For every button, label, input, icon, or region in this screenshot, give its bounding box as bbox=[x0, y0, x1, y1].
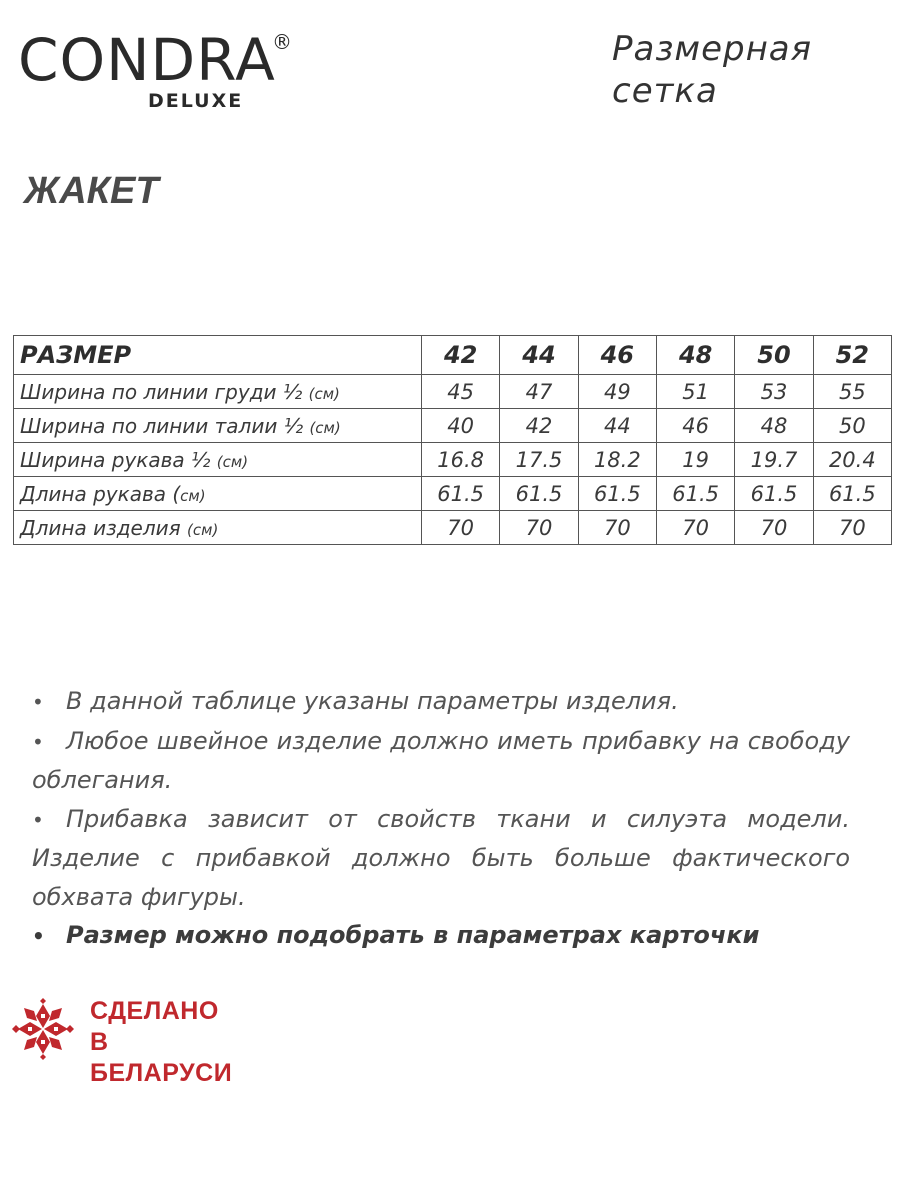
bullet-icon: • bbox=[32, 729, 44, 754]
table-cell: 46 bbox=[656, 409, 734, 443]
table-cell: 61.5 bbox=[656, 477, 734, 511]
table-cell: 55 bbox=[813, 375, 891, 409]
made-in-line2: В БЕЛАРУСИ bbox=[90, 1028, 233, 1087]
bullet-icon: • bbox=[32, 924, 45, 948]
table-cell: 50 bbox=[813, 409, 891, 443]
size-col: 46 bbox=[578, 336, 656, 375]
row-unit: см) bbox=[180, 486, 206, 505]
table-cell: 61.5 bbox=[578, 477, 656, 511]
table-row bbox=[14, 511, 892, 545]
row-unit: (см) bbox=[187, 520, 219, 539]
row-label-text: Длина изделия bbox=[20, 515, 181, 540]
note-item bbox=[32, 722, 850, 800]
bullet-icon: • bbox=[32, 807, 44, 832]
table-cell: 20.4 bbox=[813, 443, 891, 477]
table-cell: 16.8 bbox=[422, 443, 500, 477]
table-cell: 19 bbox=[656, 443, 734, 477]
row-label bbox=[14, 375, 422, 409]
note-item bbox=[32, 916, 850, 956]
brand-name: CONDRA bbox=[18, 26, 276, 94]
size-col: 44 bbox=[500, 336, 578, 375]
row-label-text: Длина рукава ( bbox=[20, 481, 181, 506]
belarus-ornament-icon bbox=[10, 998, 76, 1060]
table-cell: 40 bbox=[422, 409, 500, 443]
table-cell: 70 bbox=[578, 511, 656, 545]
table-cell: 70 bbox=[500, 511, 578, 545]
notes-list bbox=[32, 682, 850, 956]
size-col: 52 bbox=[813, 336, 891, 375]
made-in-text bbox=[90, 996, 232, 1089]
row-label-text: Ширина по линии талии ½ bbox=[20, 413, 304, 438]
brand-logo bbox=[18, 28, 308, 114]
size-table bbox=[13, 335, 892, 545]
table-row bbox=[14, 375, 892, 409]
note-text: Любое швейное изделие должно иметь прибавку на свободу облегания. bbox=[32, 726, 850, 794]
note-item bbox=[32, 800, 850, 917]
row-unit: (см) bbox=[308, 384, 340, 403]
registered-mark: ® bbox=[272, 30, 292, 54]
size-table-header bbox=[14, 336, 892, 375]
note-text: Прибавка зависит от свойств ткани и силуэта модели. Изделие с прибавкой должно быть больше фактического обхвата фигуры. bbox=[32, 804, 850, 911]
bullet-icon: • bbox=[32, 690, 44, 714]
size-col: 50 bbox=[735, 336, 813, 375]
table-cell: 70 bbox=[813, 511, 891, 545]
document-label: Размерная сетка bbox=[612, 29, 813, 111]
row-label-text: Ширина рукава ½ bbox=[20, 447, 211, 472]
table-cell: 51 bbox=[656, 375, 734, 409]
row-unit: (см) bbox=[309, 418, 341, 437]
product-title: ЖАКЕТ bbox=[24, 170, 159, 212]
size-header-label: РАЗМЕР bbox=[14, 336, 422, 375]
row-label bbox=[14, 477, 422, 511]
table-row bbox=[14, 477, 892, 511]
row-label bbox=[14, 409, 422, 443]
table-cell: 47 bbox=[500, 375, 578, 409]
note-text: В данной таблице указаны параметры изделия. bbox=[66, 687, 679, 715]
table-cell: 19.7 bbox=[735, 443, 813, 477]
table-row bbox=[14, 443, 892, 477]
size-col: 42 bbox=[422, 336, 500, 375]
table-cell: 53 bbox=[735, 375, 813, 409]
table-cell: 18.2 bbox=[578, 443, 656, 477]
row-label-text: Ширина по линии груди ½ bbox=[20, 379, 303, 404]
table-cell: 61.5 bbox=[422, 477, 500, 511]
table-cell: 70 bbox=[656, 511, 734, 545]
table-cell: 61.5 bbox=[500, 477, 578, 511]
table-cell: 45 bbox=[422, 375, 500, 409]
size-col: 48 bbox=[656, 336, 734, 375]
brand-line: DELUXE bbox=[148, 90, 244, 112]
row-label bbox=[14, 443, 422, 477]
table-cell: 44 bbox=[578, 409, 656, 443]
table-cell: 61.5 bbox=[735, 477, 813, 511]
table-cell: 49 bbox=[578, 375, 656, 409]
made-in-belarus-badge bbox=[10, 996, 233, 1087]
table-cell: 61.5 bbox=[813, 477, 891, 511]
note-text: Размер можно подобрать в параметрах карточки bbox=[66, 921, 760, 949]
row-unit: (см) bbox=[216, 452, 249, 471]
table-cell: 70 bbox=[735, 511, 813, 545]
row-label bbox=[14, 511, 422, 545]
table-cell: 48 bbox=[735, 409, 813, 443]
made-in-line1: СДЕЛАНО bbox=[90, 997, 219, 1025]
table-cell: 70 bbox=[422, 511, 500, 545]
note-item bbox=[32, 682, 850, 722]
table-cell: 17.5 bbox=[500, 443, 578, 477]
table-cell: 42 bbox=[500, 409, 578, 443]
table-row bbox=[14, 409, 892, 443]
